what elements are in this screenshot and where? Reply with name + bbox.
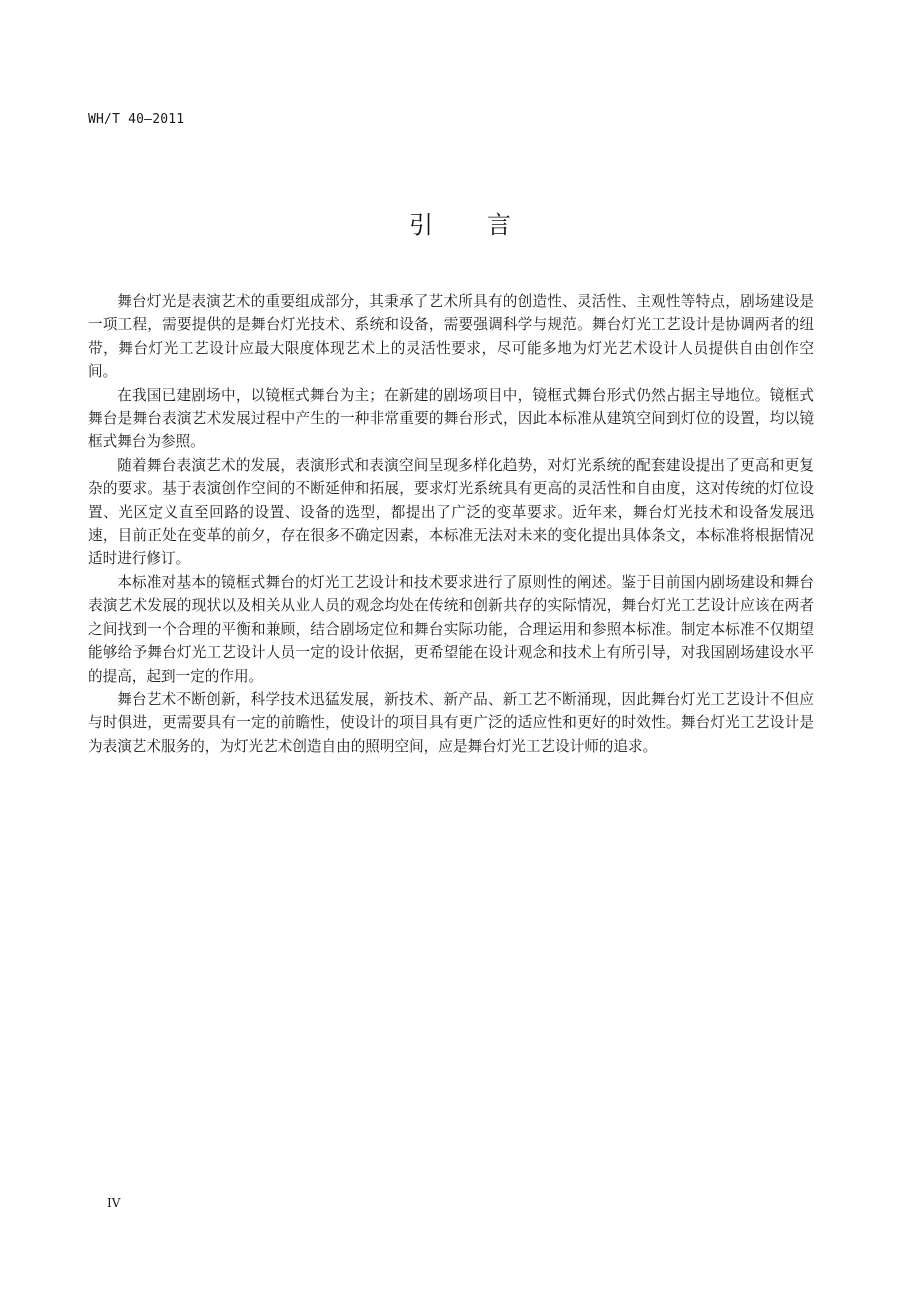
- paragraph: 随着舞台表演艺术的发展，表演形式和表演空间呈现多样化趋势，对灯光系统的配套建设提出了更高和更复杂的要求。基于表演创作空间的不断延伸和拓展，要求灯光系统具有更高的灵活性和自由度，这对传统的灯位设置、光区定义直至回路的设置、设备的选型，都提出了广泛的变革要求。近年来，舞台灯光技术和设备发展迅速，目前正处在变革的前夕，存在很多不确定因素，本标准无法对未来的变化提出具体条文，本标准将根据情况适时进行修订。: [88, 456, 814, 568]
- document-code: WH/T 40—2011: [88, 112, 185, 127]
- page-number: IV: [107, 1196, 121, 1210]
- section-title-char-1: 引: [409, 211, 433, 239]
- paragraph: 舞台灯光是表演艺术的重要组成部分，其秉承了艺术所具有的创造性、灵活性、主观性等特点，剧场建设是一项工程，需要提供的是舞台灯光技术、系统和设备，需要强调科学与规范。舞台灯光工艺设计是协调两者的纽带，舞台灯光工艺设计应最大限度体现艺术上的灵活性要求，尽可能多地为灯光艺术设计人员提供自由创作空间。: [88, 293, 814, 381]
- paragraph: 本标准对基本的镜框式舞台的灯光工艺设计和技术要求进行了原则性的阐述。鉴于目前国内剧场建设和舞台表演艺术发展的现状以及相关从业人员的观念均处在传统和创新共存的实际情况，舞台灯光工艺设计应该在两者之间找到一个合理的平衡和兼顾，结合剧场定位和舞台实际功能，合理运用和参照本标准。制定本标准不仅期望能够给予舞台灯光工艺设计人员一定的设计依据，更希望能在设计观念和技术上有所引导，对我国剧场建设水平的提高，起到一定的作用。: [88, 573, 814, 685]
- section-title-char-2: 言: [487, 211, 511, 239]
- paragraph: 舞台艺术不断创新，科学技术迅猛发展，新技术、新产品、新工艺不断涌现，因此舞台灯光工艺设计不但应与时俱进，更需要具有一定的前瞻性，使设计的项目具有更广泛的适应性和更好的时效性。舞台灯光工艺设计是为表演艺术服务的，为灯光艺术创造自由的照明空间，应是舞台灯光工艺设计师的追求。: [88, 690, 814, 755]
- body-text: [88, 290, 814, 758]
- section-title: [0, 205, 920, 240]
- paragraph: 在我国已建剧场中，以镜框式舞台为主；在新建的剧场项目中，镜框式舞台形式仍然占据主导地位。镜框式舞台是舞台表演艺术发展过程中产生的一种非常重要的舞台形式，因此本标准从建筑空间到灯位的设置，均以镜框式舞台为参照。: [88, 386, 814, 451]
